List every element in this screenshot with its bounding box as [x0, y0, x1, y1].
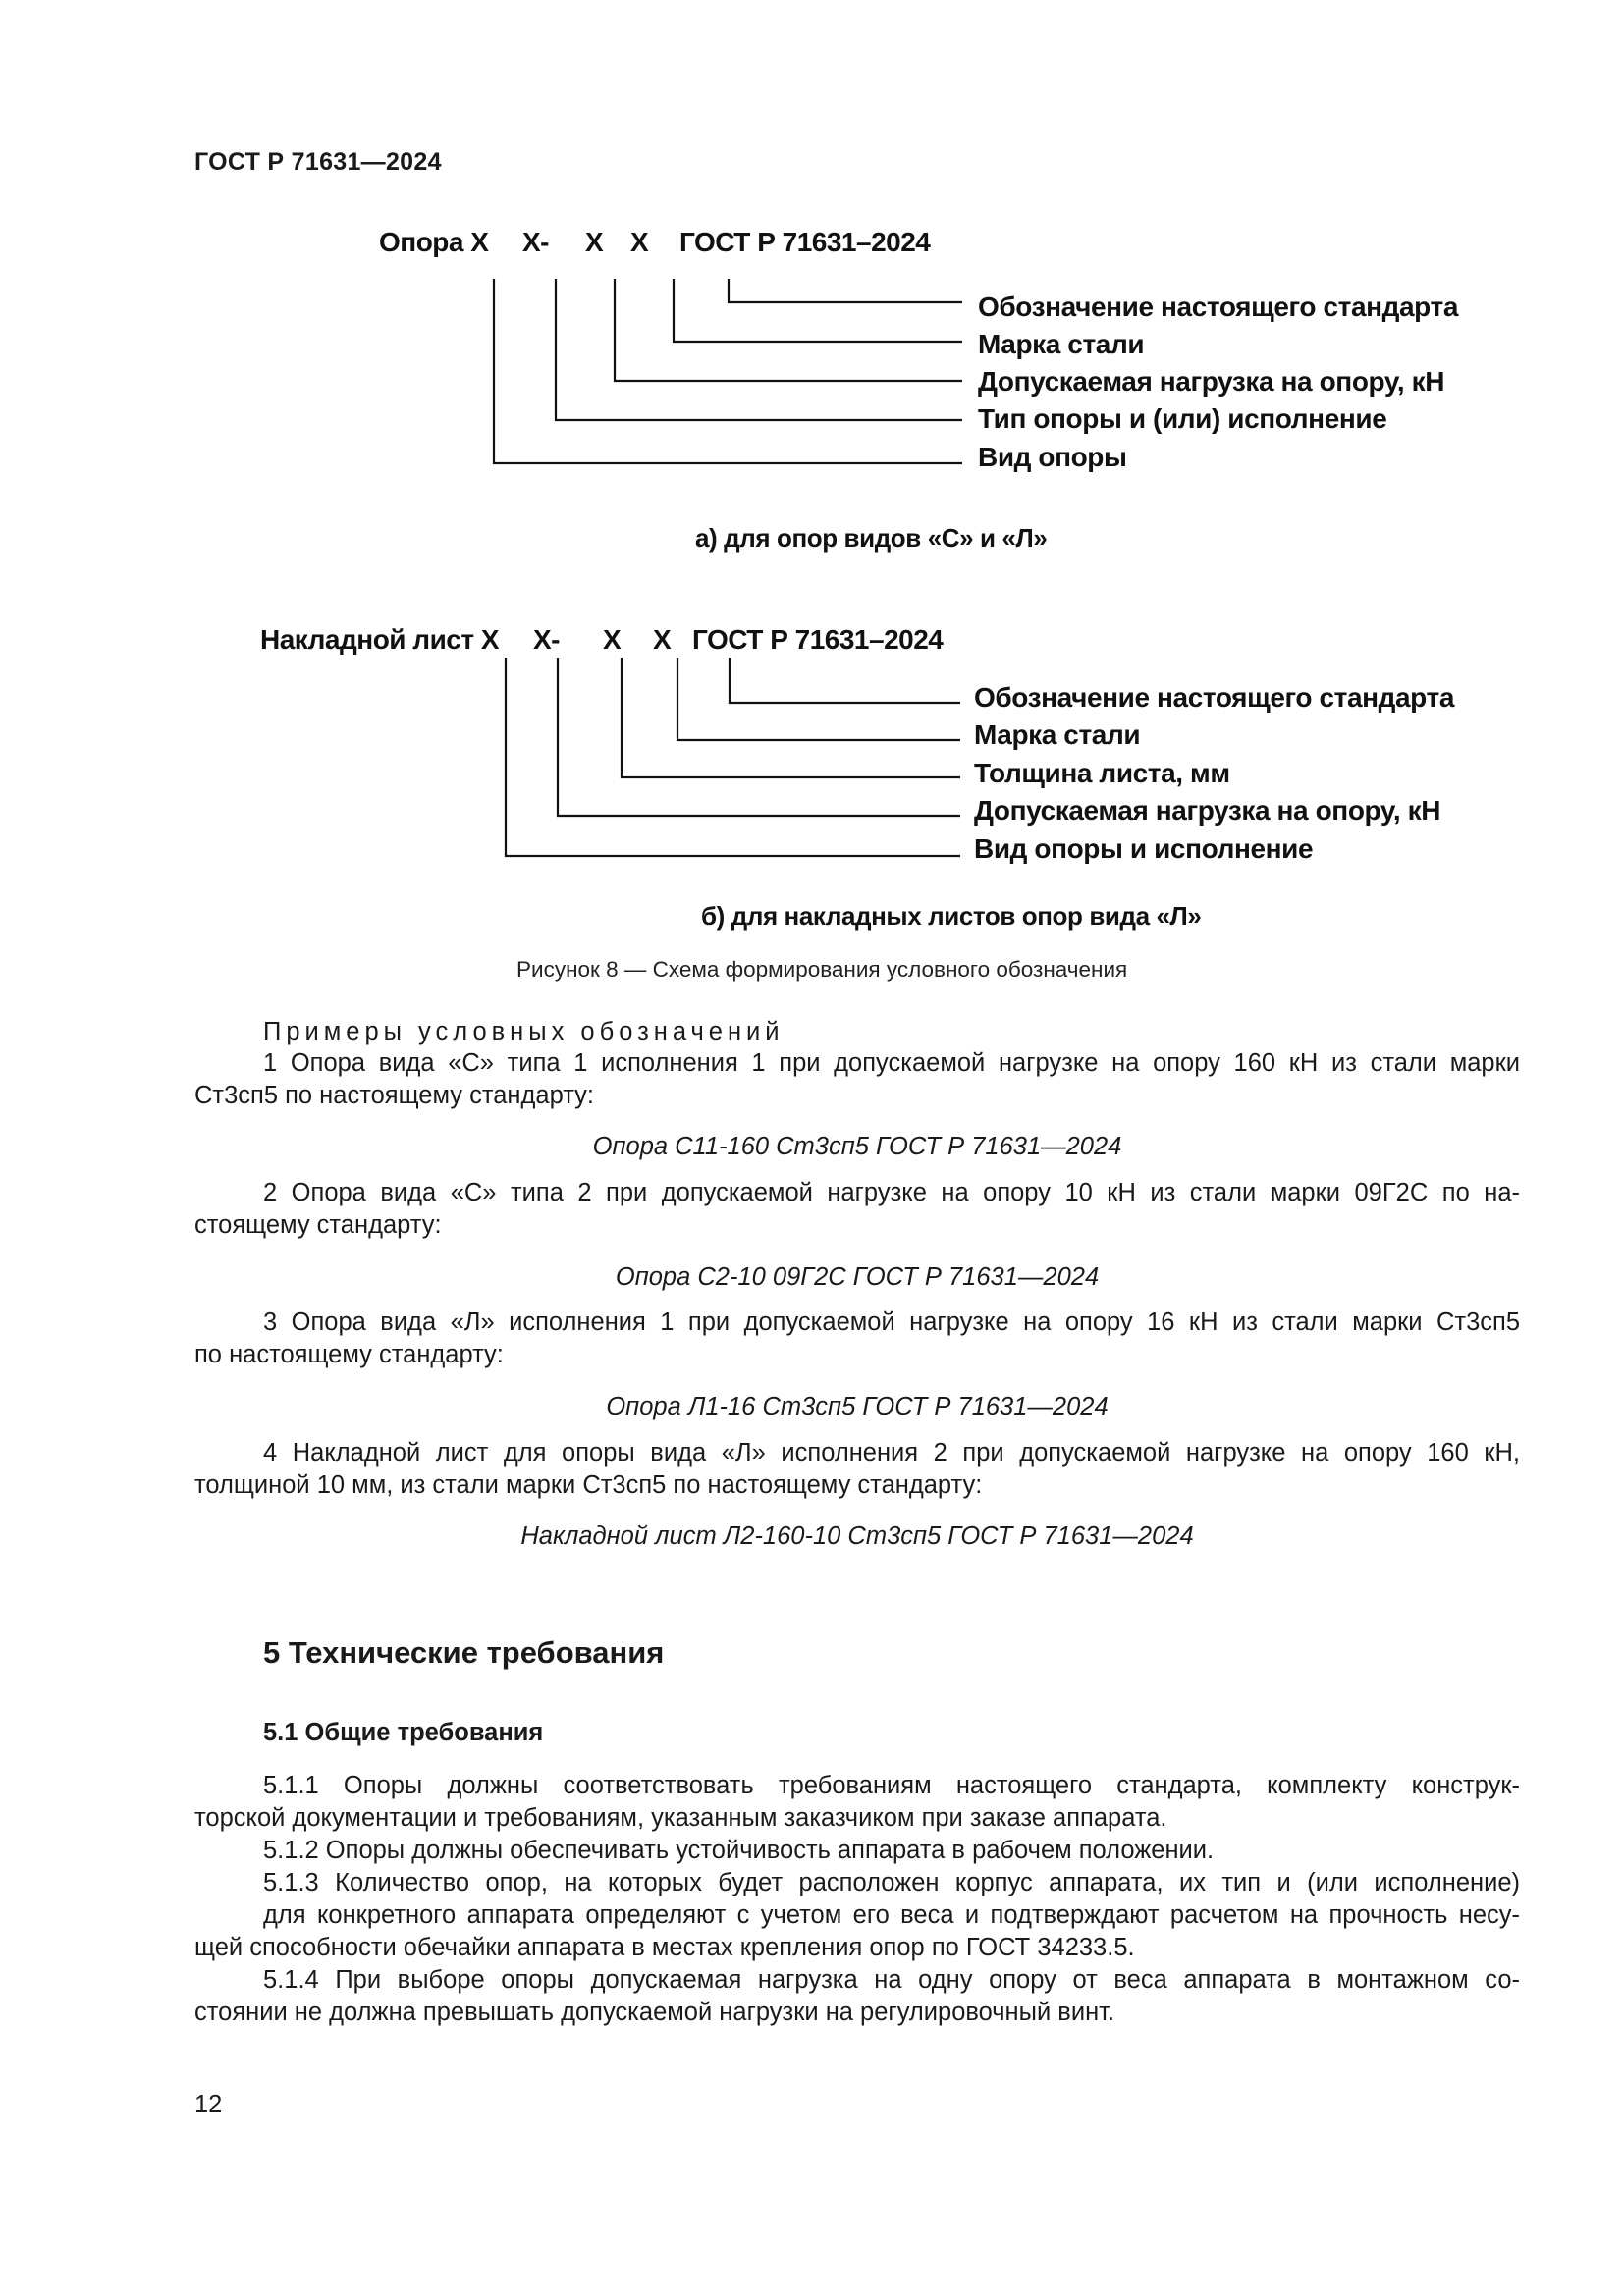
diagram-b-caption: б) для накладных листов опор вида «Л» — [701, 901, 1202, 931]
paragraph-line: 5.1.1 Опоры должны соответствовать требованиям настоящего стандарта, комплекту конструк- — [263, 1772, 1520, 1799]
subsection-title: 5.1 Общие требования — [263, 1719, 544, 1746]
leader-a-steel — [674, 279, 962, 342]
diagram-a-caption: а) для опор видов «С» и «Л» — [695, 523, 1048, 553]
leader-a-kind — [494, 279, 962, 463]
paragraph-5-1-2 — [194, 1835, 1520, 1867]
diagram-b-steel-field: X — [653, 624, 672, 655]
example-designation: Опора С2-10 09Г2С ГОСТ Р 71631—2024 — [615, 1263, 1100, 1291]
example-line: Ст3сп5 по настоящему стандарту: — [194, 1082, 594, 1109]
diagram-b-thickness-field: X — [603, 624, 622, 655]
paragraph-line: 5.1.4 При выборе опоры допускаемая нагрузка на одну опору от веса аппарата в монтажном со- — [263, 1966, 1520, 1994]
paragraph-line: торской документации и требованиям, указанным заказчиком при заказе аппарата. — [194, 1804, 1167, 1832]
example-line: 3 Опора вида «Л» исполнения 1 при допускаемой нагрузке на опору 16 кН из стали марки Ст3сп5 — [263, 1308, 1520, 1336]
leader-a-type — [556, 279, 962, 420]
example-text — [194, 1307, 1520, 1371]
leader-b-thickness — [622, 658, 960, 777]
leader-a-load — [615, 279, 962, 381]
paragraph-line: для конкретного аппарата определяют с учетом его веса и подтверждают расчетом на прочность несу- — [263, 1901, 1520, 1929]
example-line: по настоящему стандарту: — [194, 1341, 504, 1368]
diagram-b-load-field: X- — [533, 624, 560, 655]
example-line: 2 Опора вида «С» типа 2 при допускаемой нагрузке на опору 10 кН из стали марки 09Г2С по на- — [263, 1179, 1520, 1206]
section-title: 5 Технические требования — [263, 1635, 665, 1670]
example-line: толщиной 10 мм, из стали марки Ст3сп5 по настоящему стандарту: — [194, 1471, 983, 1499]
example-text — [194, 1177, 1520, 1242]
diagram-b-label: Обозначение настоящего стандарта — [974, 682, 1454, 713]
diagram-a-label: Вид опоры — [978, 442, 1127, 472]
examples-heading: Примеры условных обозначений — [263, 1018, 785, 1045]
example-text — [194, 1437, 1520, 1502]
paragraph-5-1-3 — [194, 1867, 1520, 1964]
diagram-b-label: Вид опоры и исполнение — [974, 833, 1314, 864]
paragraph-5-1-4 — [194, 1964, 1520, 2029]
diagram-a-load-field: X — [585, 227, 604, 257]
leader-b-load — [558, 658, 960, 816]
diagram-a-type-field: X- — [522, 227, 549, 257]
diagram-a-prefix: Опора X — [379, 227, 489, 257]
example-designation: Опора С11-160 Ст3сп5 ГОСТ Р 71631—2024 — [592, 1133, 1122, 1160]
page-number: 12 — [194, 2091, 223, 2118]
example-line: стоящему стандарту: — [194, 1211, 442, 1239]
diagram-b-label: Марка стали — [974, 720, 1141, 750]
diagram-b-label: Допускаемая нагрузка на опору, кН — [974, 795, 1441, 826]
diagram-b-gost: ГОСТ Р 71631–2024 — [692, 624, 944, 655]
leader-a-standard — [729, 279, 962, 302]
paragraph-line: стоянии не должна превышать допускаемой нагрузки на регулировочный винт. — [194, 1999, 1115, 2026]
leader-b-kind — [506, 658, 960, 856]
example-line: 4 Накладной лист для опоры вида «Л» исполнения 2 при допускаемой нагрузке на опору 160 кН, — [263, 1439, 1520, 1467]
paragraph-line: 5.1.3 Количество опор, на которых будет расположен корпус аппарата, их тип и (или исполнение) — [263, 1869, 1520, 1896]
paragraph-5-1-1 — [194, 1770, 1520, 1835]
diagram-a-label: Обозначение настоящего стандарта — [978, 292, 1458, 322]
diagram-b-prefix: Накладной лист X — [260, 624, 500, 655]
diagram-b-label: Толщина листа, мм — [974, 758, 1230, 788]
diagram-a-label: Марка стали — [978, 329, 1145, 359]
document-header: ГОСТ Р 71631—2024 — [194, 148, 442, 176]
leader-b-standard — [730, 658, 960, 703]
example-line: 1 Опора вида «С» типа 1 исполнения 1 при допускаемой нагрузке на опору 160 кН из стали марки — [263, 1049, 1520, 1077]
paragraph-line: щей способности обечайки аппарата в местах крепления опор по ГОСТ 34233.5. — [194, 1934, 1135, 1961]
diagram-a-label: Допускаемая нагрузка на опору, кН — [978, 366, 1445, 397]
diagram-a-steel-field: X — [630, 227, 649, 257]
paragraph-line: 5.1.2 Опоры должны обеспечивать устойчивость аппарата в рабочем положении. — [263, 1837, 1215, 1864]
leader-b-steel — [677, 658, 960, 740]
diagram-a-gost: ГОСТ Р 71631–2024 — [679, 227, 931, 257]
example-designation: Накладной лист Л2-160-10 Ст3сп5 ГОСТ Р 71631—2024 — [520, 1522, 1194, 1550]
figure-caption: Рисунок 8 — Схема формирования условного обозначения — [516, 957, 1128, 982]
example-designation: Опора Л1-16 Ст3сп5 ГОСТ Р 71631—2024 — [606, 1393, 1109, 1420]
diagram-a-label: Тип опоры и (или) исполнение — [978, 403, 1387, 434]
example-text — [194, 1047, 1520, 1112]
